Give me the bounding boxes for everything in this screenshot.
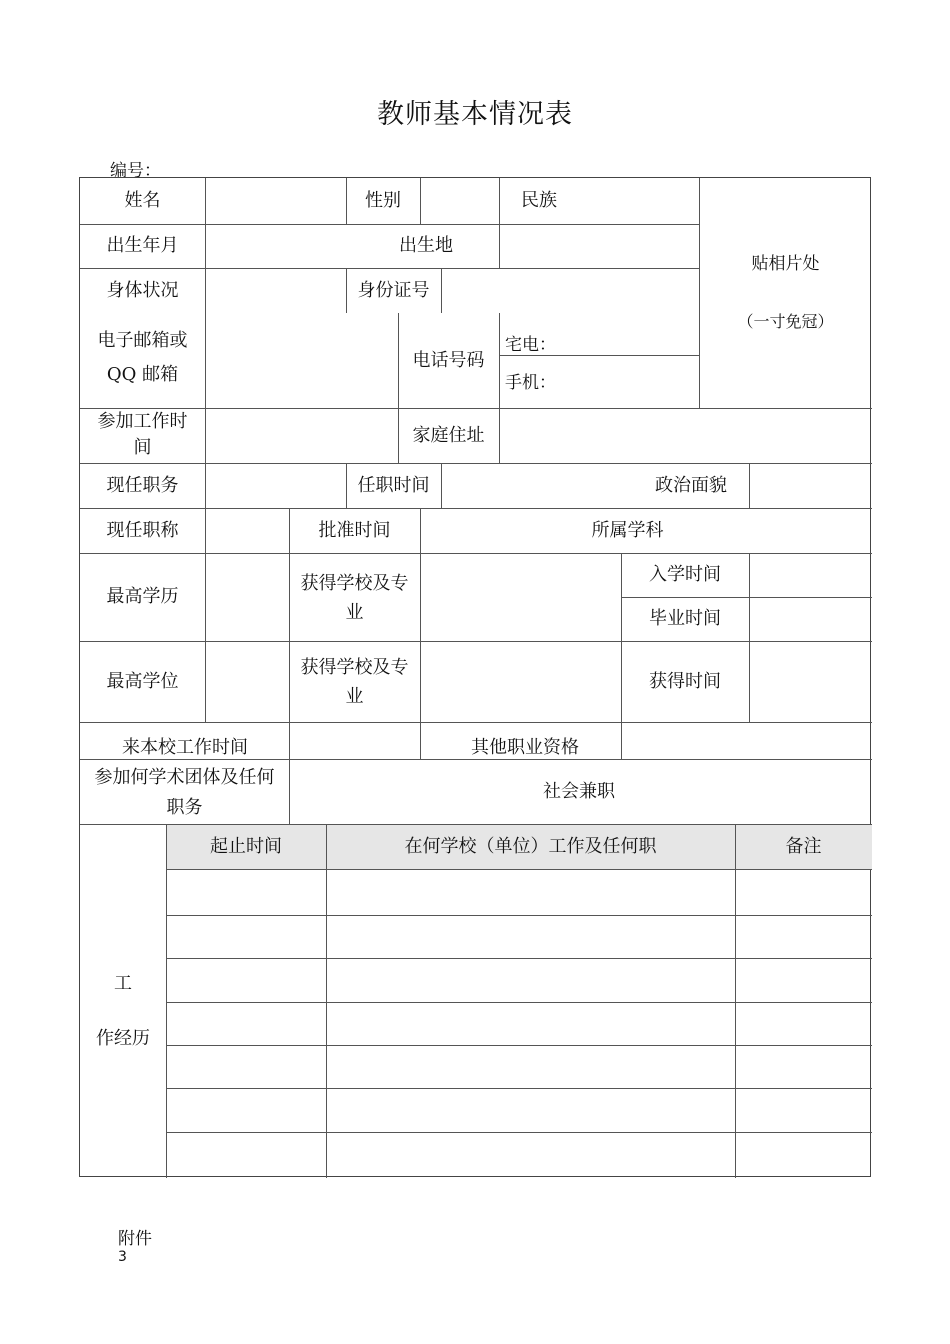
teacher-info-table (79, 177, 871, 1177)
phone-label: 电话号码 (412, 349, 485, 371)
serial-number-label: 编号： (110, 161, 161, 181)
table-rule (749, 463, 750, 508)
table-rule (735, 824, 736, 1178)
name-label: 姓名 (124, 190, 161, 211)
table-rule (326, 824, 327, 1178)
work-history-label-line2: 作经历 (96, 1028, 150, 1049)
degree-school-label-line2: 业 (345, 686, 364, 707)
join-school-time-label: 来本校工作时间 (122, 737, 248, 758)
id-number-label: 身份证号 (357, 279, 430, 301)
other-qualifications-label: 其他职业资格 (471, 737, 579, 758)
birth-date-label: 出生年月 (106, 235, 179, 256)
history-header-period: 起止时间 (210, 835, 282, 857)
table-rule (166, 1045, 872, 1046)
home-phone-label: 宅电： (505, 335, 556, 355)
table-rule (420, 178, 421, 224)
attachment-number: 3 (118, 1249, 127, 1265)
table-rule (80, 722, 872, 723)
graduate-time-label: 毕业时间 (649, 608, 721, 629)
academic-groups-label-line1: 参加何学术团体及任何 (94, 767, 275, 788)
mobile-label: 手机： (505, 373, 556, 393)
table-rule (699, 178, 700, 408)
table-rule (166, 958, 872, 959)
degree-school-label-line1: 获得学校及专 (300, 657, 409, 678)
highest-education-label: 最高学历 (106, 586, 179, 607)
title-rank-label: 现任职称 (106, 519, 179, 541)
gender-label: 性别 (365, 190, 401, 211)
obtain-time-label: 获得时间 (649, 670, 721, 692)
history-header-employer: 在何学校（单位）工作及任何职 (404, 835, 657, 857)
table-rule (441, 268, 442, 313)
academic-groups-label-line2: 职务 (166, 797, 203, 818)
highest-degree-label: 最高学位 (106, 670, 179, 692)
work-start-label-line2: 间 (133, 436, 152, 458)
education-school-label-line2: 业 (345, 602, 364, 623)
education-school-label-line1: 获得学校及专 (300, 573, 409, 594)
table-rule (166, 1132, 872, 1133)
email-label-line1: 电子邮箱或 (97, 330, 188, 351)
ethnicity-label: 民族 (521, 190, 557, 211)
table-rule (205, 463, 206, 722)
address-label: 家庭住址 (412, 424, 485, 446)
table-rule (166, 1088, 872, 1089)
table-rule (166, 869, 872, 870)
history-header-remarks: 备注 (785, 835, 822, 857)
photo-size-note: （一寸免冠） (737, 312, 834, 331)
attachment-label: 附件 (118, 1229, 152, 1249)
table-rule (749, 553, 750, 722)
table-rule (166, 915, 872, 916)
birthplace-label: 出生地 (399, 235, 453, 256)
form-title: 教师基本情况表 (377, 99, 573, 130)
work-history-label-line1: 工 (114, 973, 132, 994)
part-time-jobs-label: 社会兼职 (543, 780, 615, 802)
position-label: 现任职务 (106, 474, 179, 496)
work-start-label-line1: 参加工作时 (97, 411, 188, 432)
political-status-label: 政治面貌 (655, 474, 727, 496)
email-label-line2: QQ 邮箱 (106, 364, 179, 385)
table-rule (205, 178, 206, 463)
table-rule (166, 1002, 872, 1003)
approval-time-label: 批准时间 (318, 519, 391, 541)
photo-placeholder-label: 贴相片处 (751, 254, 820, 274)
discipline-label: 所属学科 (591, 519, 664, 541)
table-rule (166, 824, 167, 1178)
enroll-time-label: 入学时间 (649, 564, 721, 585)
health-label: 身体状况 (106, 279, 179, 301)
appointment-time-label: 任职时间 (357, 474, 430, 496)
